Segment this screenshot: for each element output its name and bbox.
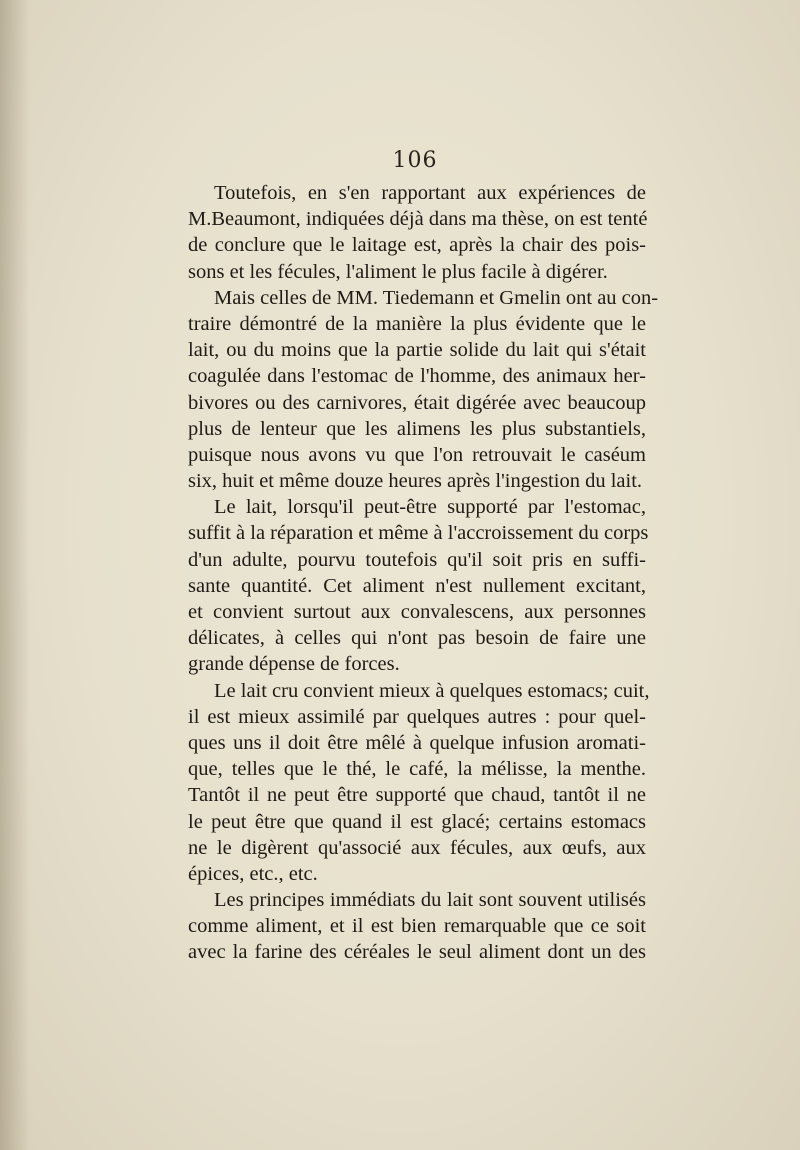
text-line: plus de lenteur que les alimens les plus substantiels, xyxy=(188,417,646,440)
text-line: grande dépense de forces. xyxy=(188,653,400,676)
text-line: Toutefois, en s'en rapportant aux expériences de xyxy=(214,182,646,204)
text-line: suffit à la réparation et même à l'accroissement du corps xyxy=(188,522,649,545)
text-line: avec la farine des céréales le seul aliment dont un des xyxy=(188,941,646,964)
text-line: Mais celles de MM. Tiedemann et Gmelin ont au con- xyxy=(214,286,659,309)
text-line: M.Beaumont, indiquées déjà dans ma thèse, on est tenté xyxy=(188,208,648,231)
text-line: délicates, à celles qui n'ont pas besoin de faire une xyxy=(188,627,646,650)
body-text xyxy=(188,180,659,966)
text-line: six, huit et même douze heures après l'ingestion du lait. xyxy=(188,470,643,493)
text-line: coagulée dans l'estomac de l'homme, des animaux her- xyxy=(188,365,646,388)
text-line: épices, etc., etc. xyxy=(188,862,318,885)
text-line: comme aliment, et il est bien remarquable que ce soit xyxy=(188,915,646,938)
text-line: bivores ou des carnivores, était digérée avec beaucoup xyxy=(188,391,646,414)
text-line: Les principes immédiats du lait sont souvent utilisés xyxy=(214,889,646,912)
text-line: traire démontré de la manière la plus évidente que le xyxy=(188,312,646,335)
text-line: Tantôt il ne peut être supporté que chaud, tantôt il ne xyxy=(188,784,646,807)
text-line: lait, ou du moins que la partie solide du lait qui s'était xyxy=(188,339,646,362)
text-line: et convient surtout aux convalescens, aux personnes xyxy=(188,601,646,623)
text-line: Le lait cru convient mieux à quelques estomacs; cuit, xyxy=(214,679,650,702)
text-line: ques uns il doit être mêlé à quelque infusion aromati- xyxy=(188,731,646,754)
text-line: puisque nous avons vu que l'on retrouvait le caséum xyxy=(188,443,646,466)
text-line: sons et les fécules, l'aliment le plus facile à digérer. xyxy=(188,260,608,283)
text-line: le peut être que quand il est glacé; certains estomacs xyxy=(188,810,646,833)
page-number: 106 xyxy=(392,148,438,173)
text-line: ne le digèrent qu'associé aux fécules, aux œufs, aux xyxy=(188,836,646,859)
text-line: Le lait, lorsqu'il peut-être supporté par l'estomac, xyxy=(214,496,646,519)
text-line: il est mieux assimilé par quelques autres : pour quel- xyxy=(188,705,646,728)
text-line: d'un adulte, pourvu toutefois qu'il soit pris en suffi- xyxy=(188,548,646,571)
text-line: sante quantité. Cet aliment n'est nullement excitant, xyxy=(188,574,646,597)
text-line: de conclure que le laitage est, après la chair des pois- xyxy=(188,234,646,257)
text-line: que, telles que le thé, le café, la mélisse, la menthe. xyxy=(188,758,646,781)
